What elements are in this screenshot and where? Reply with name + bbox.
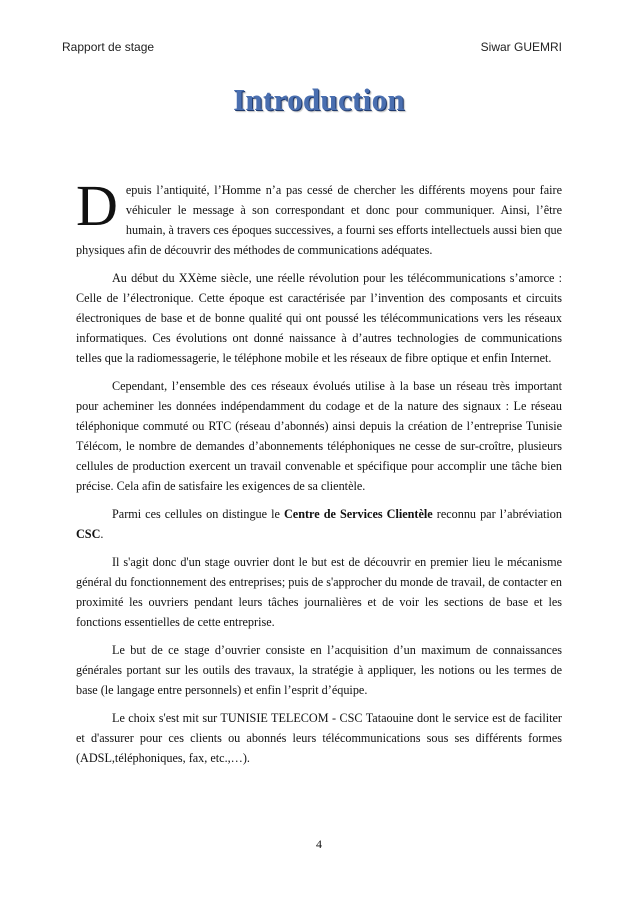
page-header — [62, 40, 562, 54]
drop-cap-letter: D — [76, 173, 118, 238]
page-title: Introduction — [233, 82, 405, 117]
paragraph-internship-purpose: Le but de ce stage d’ouvrier consiste en l’acquisition d’un maximum de connaissances générales portant sur les outils des travaux, la stratégie à appliquer, les notions ou les termes de base (le langage entre personnels) et enfin l’esprit d’équipe. — [76, 643, 562, 697]
paragraph-csc-before: Parmi ces cellules on distingue le — [112, 507, 284, 521]
paragraph-csc-after: . — [100, 527, 104, 541]
paragraph-intro-text: epuis l’antiquité, l’Homme n’a pas cessé de chercher les différents moyens pour faire véhiculer le message à son correspondant et donc pour communiquer. Ainsi, l’être humain, à travers ces époques successives, a fourni ses efforts intellectuels aussi bien que physiques afin de découvrir des méthodes de communications adéquates. — [76, 183, 562, 257]
header-document-type: Rapport de stage — [62, 40, 155, 54]
header-author: Siwar GUEMRI — [480, 40, 562, 54]
paragraph-csc — [76, 504, 562, 544]
paragraph-company-choice: Le choix s'est mit sur TUNISIE TELECOM - CSC Tataouine dont le service est de faciliter et d'assurer pour ces clients ou abonnés leurs télécommunications sous ses différents formes (ADSL,téléphoniques, fax, etc.,…). — [76, 711, 562, 765]
paragraph-internship-goal: Il s'agit donc d'un stage ouvrier dont le but est de découvrir en premier lieu le mécanisme général du fonctionnement des entreprises; puis de s'approcher du monde de travail, de contacter en proximité les ouvriers pendant leurs tâches journalières et de voir les sections de base et les fonctions essentielles de cette entreprise. — [76, 555, 562, 629]
paragraph-intro — [76, 173, 562, 260]
paragraph-networks: Cependant, l’ensemble des ces réseaux évolués utilise à la base un réseau très important pour acheminer les données indépendamment du codage et de la nature des signaux : Le réseau téléphonique commuté ou RTC (réseau d’abonnés) ainsi depuis la création de l’entreprise Tunisie Télécom, le nombre de demandes d’abonnements téléphoniques ne cesse de sur-croître, plusieurs cellules de production exercent un travail convenable et spécifique pour accomplir une tâche bien précise. Cela afin de satisfaire les exigences de sa clientèle. — [76, 379, 562, 493]
document-body — [76, 173, 562, 776]
page-number: 4 — [316, 837, 322, 851]
csc-abbreviation: CSC — [76, 527, 101, 541]
paragraph-csc-middle: reconnu par l’abréviation — [432, 507, 562, 521]
csc-full-name: Centre de Services Clientèle — [283, 507, 433, 521]
paragraph-electronics: Au début du XXème siècle, une réelle révolution pour les télécommunications s’amorce : Celle de l’électronique. Cette époque est caractérisée par l’invention des composants et circuits électroniques de base et de bonne qualité qui ont poussé les télécommunications vers les réseaux informatiques. Ces évolutions ont donné naissance à d’autres technologies de communications telles que la radiomessagerie, le téléphone mobile et les réseaux de fibre optique et enfin Internet. — [76, 271, 562, 365]
